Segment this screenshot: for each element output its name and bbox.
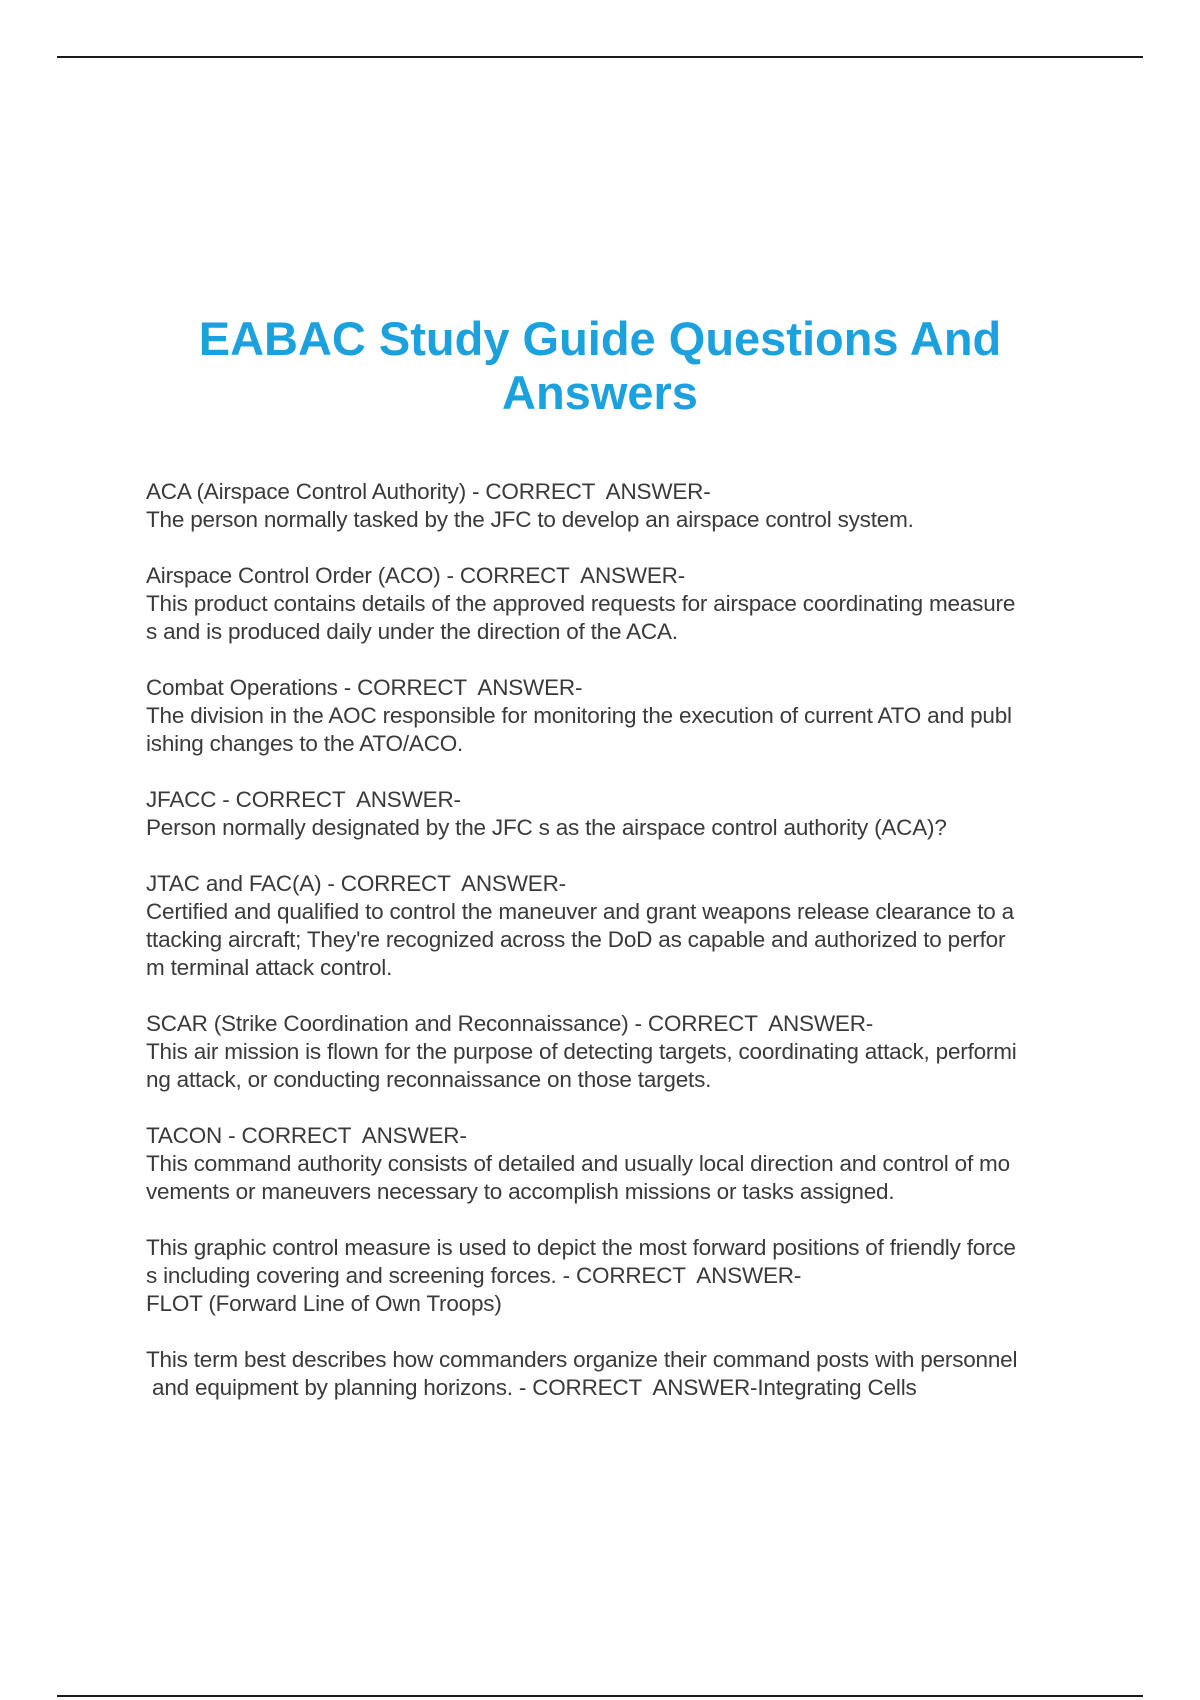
title-line-1: EABAC Study Guide Questions And [198, 312, 1002, 365]
bottom-rule [57, 1695, 1143, 1697]
entry-line: ACA (Airspace Control Authority) - CORRECT ANSWER- [146, 479, 711, 504]
entry-line: SCAR (Strike Coordination and Reconnaissance) - CORRECT ANSWER- [146, 1011, 874, 1036]
qa-entry-aco [146, 562, 1146, 646]
title-line-2: Answers [502, 366, 698, 419]
entry-line: ttacking aircraft; They're recognized across the DoD as capable and authorized to perfor [146, 927, 1006, 952]
entry-line: This term best describes how commanders organize their command posts with personnel [146, 1347, 1018, 1372]
qa-list [146, 478, 1146, 1430]
entry-line: ng attack, or conducting reconnaissance on those targets. [146, 1067, 712, 1092]
qa-entry-scar [146, 1010, 1146, 1094]
qa-entry-aca [146, 478, 1146, 534]
entry-line: This graphic control measure is used to depict the most forward positions of friendly force [146, 1235, 1016, 1260]
qa-entry-tacon [146, 1122, 1146, 1206]
entry-line: Person normally designated by the JFC s as the airspace control authority (ACA)? [146, 815, 947, 840]
entry-line: JFACC - CORRECT ANSWER- [146, 787, 461, 812]
top-rule [57, 56, 1143, 58]
entry-line: FLOT (Forward Line of Own Troops) [146, 1291, 502, 1316]
qa-entry-jtac [146, 870, 1146, 982]
entry-line: vements or maneuvers necessary to accomplish missions or tasks assigned. [146, 1179, 895, 1204]
entry-line: Combat Operations - CORRECT ANSWER- [146, 675, 583, 700]
entry-line: Airspace Control Order (ACO) - CORRECT ANSWER- [146, 563, 686, 588]
entry-line: and equipment by planning horizons. - CORRECT ANSWER-Integrating Cells [146, 1375, 917, 1400]
qa-entry-integrating-cells [146, 1346, 1146, 1402]
entry-line: Certified and qualified to control the maneuver and grant weapons release clearance to a [146, 899, 1014, 924]
qa-entry-flot [146, 1234, 1146, 1318]
qa-entry-combat-operations [146, 674, 1146, 758]
document-title [0, 312, 1200, 420]
entry-line: ishing changes to the ATO/ACO. [146, 731, 464, 756]
entry-line: JTAC and FAC(A) - CORRECT ANSWER- [146, 871, 566, 896]
entry-line: s and is produced daily under the direction of the ACA. [146, 619, 678, 644]
qa-entry-jfacc [146, 786, 1146, 842]
entry-line: TACON - CORRECT ANSWER- [146, 1123, 467, 1148]
entry-line: This command authority consists of detailed and usually local direction and control of mo [146, 1151, 1010, 1176]
entry-line: This air mission is flown for the purpose of detecting targets, coordinating attack, performi [146, 1039, 1017, 1064]
entry-line: s including covering and screening forces. - CORRECT ANSWER- [146, 1263, 802, 1288]
entry-line: m terminal attack control. [146, 955, 393, 980]
entry-line: This product contains details of the approved requests for airspace coordinating measure [146, 591, 1016, 616]
entry-line: The person normally tasked by the JFC to develop an airspace control system. [146, 507, 914, 532]
entry-line: The division in the AOC responsible for monitoring the execution of current ATO and publ [146, 703, 1012, 728]
